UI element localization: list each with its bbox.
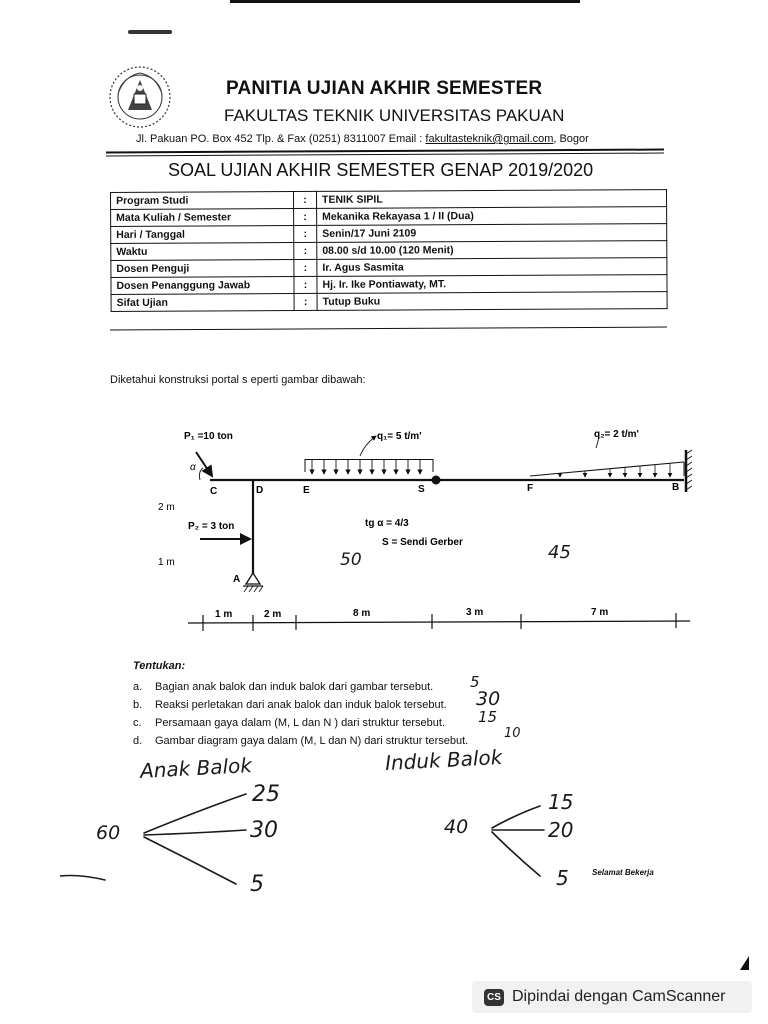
info-label: Dosen Penguji: [111, 260, 294, 278]
handwritten-left-item: 5: [250, 872, 264, 897]
node-e-label: E: [303, 485, 310, 496]
q2-label: q₂= 2 t/m': [594, 429, 639, 440]
camscanner-footer: [472, 981, 752, 1013]
handwritten-mark-c: 15: [478, 708, 498, 726]
list-item: [133, 696, 468, 714]
gerber-hinge-icon: [432, 476, 441, 485]
closing-text: Selamat Bekerja: [592, 868, 654, 877]
university-seal-icon: [104, 64, 176, 130]
question-letter: a.: [133, 681, 143, 693]
dimension-line: [188, 621, 690, 623]
question-text: Reaksi perletakan dari anak balok dan induk balok tersebut.: [155, 699, 447, 711]
info-label: Sifat Ujian: [111, 294, 294, 312]
span-label: 1 m: [215, 609, 233, 620]
camscanner-text: Dipindai dengan CamScanner: [512, 988, 726, 1005]
question-text: Persamaan gaya dalam (M, L dan N ) dari struktur tersebut.: [155, 717, 445, 729]
handwritten-branches: [60, 790, 700, 910]
pin-support-icon: [246, 573, 260, 584]
info-value: TENIK SIPIL: [316, 190, 666, 209]
questions-heading: Tentukan:: [133, 660, 186, 672]
info-value: Tutup Buku: [317, 292, 667, 311]
address-text: Jl. Pakuan PO. Box 452 Tlp. & Fax (0251) 8311007 Email :: [136, 133, 426, 145]
address-line: [136, 133, 589, 145]
handwritten-right-item: 5: [556, 866, 569, 890]
info-label: Program Studi: [111, 192, 294, 210]
corner-mark: [740, 956, 749, 970]
exam-info-table: [110, 189, 668, 312]
q1-load-line: [305, 459, 433, 460]
span-label: 3 m: [466, 607, 484, 618]
info-value: Senin/17 Juni 2109: [317, 224, 667, 243]
p2-label: P₂ = 3 ton: [188, 521, 235, 532]
node-a-label: A: [233, 574, 241, 585]
info-sep: :: [294, 276, 317, 293]
node-d-label: D: [256, 485, 264, 496]
info-sep: :: [294, 208, 317, 225]
exam-title: SOAL UJIAN AKHIR SEMESTER GENAP 2019/2020: [168, 160, 594, 180]
dim-2m-label: 2 m: [158, 502, 175, 513]
node-f-label: F: [527, 483, 534, 494]
committee-title: PANITIA UJIAN AKHIR SEMESTER: [226, 78, 543, 99]
handwritten-right-item: 20: [548, 818, 574, 842]
q1-label: q₁= 5 t/m': [377, 431, 422, 442]
camscanner-logo-icon: CS: [484, 989, 504, 1006]
info-label: Waktu: [111, 243, 294, 261]
info-label: Dosen Penanggung Jawab: [111, 277, 294, 295]
handwritten-mark-a: 5: [470, 673, 480, 691]
list-item: [133, 678, 468, 696]
question-letter: d.: [133, 735, 143, 747]
handwritten-left-item: 25: [252, 782, 280, 807]
question-text: Gambar diagram gaya dalam (M, L dan N) dari struktur tersebut.: [155, 735, 469, 747]
header-rule-thin: [106, 153, 664, 157]
portal-structure-diagram: [0, 410, 768, 640]
handwritten-mark-d: 10: [504, 726, 521, 741]
span-label: 2 m: [264, 609, 282, 620]
span-label: 7 m: [591, 607, 609, 618]
span-label: 8 m: [353, 608, 371, 619]
page-edge-mark: [230, 0, 580, 3]
handwritten-mark-b: 30: [476, 688, 501, 710]
info-sep: :: [294, 293, 317, 310]
handwritten-score: 45: [548, 542, 571, 563]
info-sep: :: [294, 242, 317, 259]
dim-1m-label: 1 m: [158, 557, 175, 568]
info-sep: :: [294, 225, 317, 242]
node-c-label: C: [210, 486, 218, 497]
info-label: Hari / Tanggal: [111, 226, 294, 244]
table-row: [111, 292, 667, 312]
faculty-title: FAKULTAS TEKNIK UNIVERSITAS PAKUAN: [224, 106, 565, 125]
handwritten-right-total: 40: [444, 816, 469, 838]
info-value: 08.00 s/d 10.00 (120 Menit): [317, 241, 667, 260]
q1-load-arrows: [312, 460, 420, 474]
question-letter: c.: [133, 717, 142, 729]
handwritten-left-item: 30: [250, 818, 278, 843]
handwritten-left-total: 60: [96, 822, 121, 844]
info-value: Hj. Ir. Ike Pontiawaty, MT.: [317, 275, 667, 294]
question-list: [133, 678, 468, 750]
intro-text: Diketahui konstruksi portal s eperti gambar dibawah:: [110, 374, 366, 386]
q2-load-line: [530, 462, 684, 476]
list-item: [133, 732, 468, 750]
alpha-label: α: [190, 462, 196, 473]
node-s-label: S: [418, 484, 425, 495]
address-city: , Bogor: [553, 133, 589, 145]
info-sep: :: [294, 259, 317, 276]
info-value: Ir. Agus Sasmita: [317, 258, 667, 277]
node-b-label: B: [672, 482, 680, 493]
handwritten-induk-balok: Induk Balok: [384, 744, 503, 776]
p1-label: P₁ =10 ton: [184, 431, 233, 442]
sendi-gerber-label: S = Sendi Gerber: [382, 537, 463, 548]
table-bottom-rule: [110, 327, 667, 331]
email-link[interactable]: fakultasteknik@gmail.com: [425, 133, 554, 145]
handwritten-score: 50: [340, 550, 362, 570]
info-value: Mekanika Rekayasa 1 / II (Dua): [317, 207, 667, 226]
list-item: [133, 714, 468, 732]
handwritten-right-item: 15: [548, 790, 574, 814]
question-text: Bagian anak balok dan induk balok dari gambar tersebut.: [155, 681, 434, 693]
question-letter: b.: [133, 699, 143, 711]
info-label: Mata Kuliah / Semester: [111, 209, 294, 227]
info-sep: :: [294, 191, 317, 208]
p1-arrow: [196, 452, 212, 476]
tg-alpha-label: tg α = 4/3: [365, 518, 409, 529]
scan-mark: [128, 30, 172, 34]
handwritten-anak-balok: Anak Balok: [139, 753, 253, 783]
